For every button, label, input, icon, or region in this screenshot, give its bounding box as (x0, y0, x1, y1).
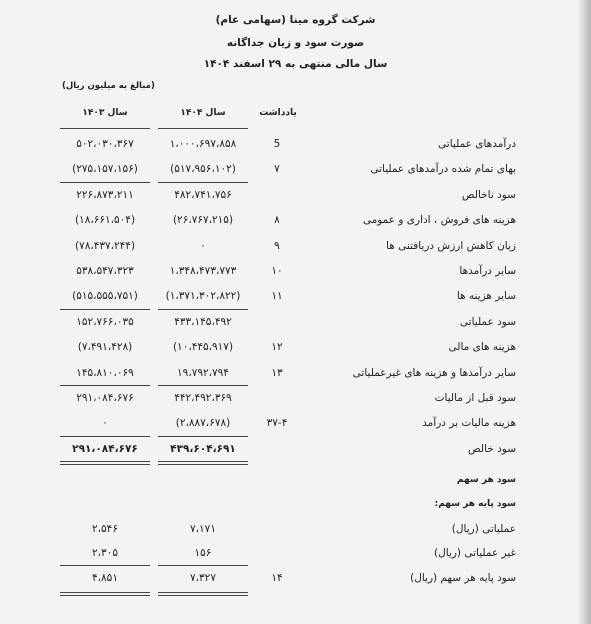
row-label: هزینه های مالی (448, 341, 516, 353)
prior-year-value: ۵۳۸،۵۴۷،۳۲۳ (76, 265, 134, 277)
row-note: ۱۲ (271, 341, 283, 353)
subtotal-rule-prior (60, 182, 150, 183)
subtotal-rule-prior (60, 309, 150, 310)
current-year-value: (۲،۸۸۷،۶۷۸) (175, 417, 231, 429)
current-year-value: ۱،۰۰۰،۶۹۷،۸۵۸ (169, 138, 237, 150)
row-label: سود ناخالص (461, 189, 516, 201)
eps-title: سود هر سهم (456, 475, 516, 485)
prior-year-value: ۰ (102, 417, 108, 429)
subtotal-rule-prior (60, 436, 150, 437)
subtotal-rule-current (158, 385, 248, 386)
statement-row (0, 413, 591, 437)
current-year-value: ۴۸۲،۷۴۱،۷۵۶ (174, 189, 232, 201)
eps-double-rule-current (158, 595, 248, 596)
current-year-value: ۱۵۶ (194, 547, 212, 559)
row-label: سود عملیاتی (459, 316, 516, 328)
eps-subtitle: سود پایه هر سهم: (434, 499, 516, 509)
row-label: سود پایه هر سهم (ریال) (410, 572, 516, 584)
current-year-value: ۱،۳۴۸،۴۷۳،۷۷۳ (169, 265, 237, 277)
row-note: ۱۱ (271, 290, 283, 302)
row-label: سود خالص (468, 443, 516, 455)
current-year-value: ۰ (200, 240, 206, 252)
row-label: سود قبل از مالیات (434, 392, 516, 404)
statement-row (0, 363, 591, 387)
current-year-value: ۴۴۲،۴۹۲،۳۶۹ (174, 392, 232, 404)
statement-title: صورت سود و زیان جداگانه (226, 37, 365, 49)
current-year-value: ۴۳۳،۱۴۵،۴۹۲ (174, 316, 232, 328)
current-year-value: ۱۹،۷۹۲،۷۹۴ (177, 367, 229, 379)
current-year-value: (۲۶،۷۶۷،۲۱۵) (172, 214, 234, 226)
prior-year-value: (۷،۴۹۱،۴۲۸) (77, 341, 133, 353)
header-underline-current (158, 128, 248, 129)
note-column-header: یادداشت (259, 108, 297, 118)
row-label: سایر هزینه ها (456, 290, 516, 302)
row-note: ۱۳ (271, 367, 283, 379)
eps-rule-prior (60, 565, 150, 566)
row-note: ۱۰ (271, 265, 283, 277)
statement-row (0, 210, 591, 234)
row-label: درآمدهای عملیاتی (438, 138, 516, 150)
prior-year-header: سال ۱۴۰۳ (82, 108, 128, 118)
company-name: شرکت گروه مینا (سهامی عام) (215, 14, 376, 26)
prior-year-value: ۲،۳۰۵ (92, 547, 118, 559)
row-note: ۳۷-۴ (266, 417, 288, 429)
eps-rule-current (158, 565, 248, 566)
statement-row (0, 236, 591, 260)
prior-year-value: (۵۱۵،۵۵۵،۷۵۱) (72, 290, 138, 302)
row-label: سایر درآمدها (459, 265, 516, 277)
row-note: ۹ (274, 240, 280, 252)
statement-row (0, 134, 591, 158)
unit-note: (مبالغ به میلیون ریال) (62, 81, 155, 91)
prior-year-value: ۱۴۵،۸۱۰،۰۶۹ (76, 367, 134, 379)
prior-year-value: (۷۸،۴۳۷،۲۴۴) (74, 240, 136, 252)
eps-double-rule-current (158, 592, 248, 593)
prior-year-value: ۲۹۱،۰۸۴،۶۷۶ (76, 392, 134, 404)
period-line: سال مالی منتهی به ۲۹ اسفند ۱۴۰۴ (203, 58, 388, 70)
row-label: عملیاتی (ریال) (451, 523, 516, 535)
current-year-value: (۱،۳۷۱،۳۰۲،۸۲۲) (165, 290, 241, 302)
prior-year-value: ۲،۵۴۶ (92, 523, 118, 535)
statement-row (0, 185, 591, 209)
statement-row (0, 159, 591, 183)
prior-year-value: (۲۷۵،۱۵۷،۱۵۶) (72, 163, 138, 175)
prior-year-value: ۲۲۶،۸۷۳،۲۱۱ (76, 189, 134, 201)
row-label: بهای تمام شده درآمدهای عملیاتی (370, 163, 516, 175)
prior-year-value: ۱۵۲،۷۶۶،۰۳۵ (76, 316, 134, 328)
statement-row (0, 312, 591, 336)
row-label: غیر عملیاتی (ریال) (434, 547, 516, 559)
row-note: 5 (273, 138, 281, 150)
statement-row (0, 388, 591, 412)
page-edge-shadow (577, 0, 591, 624)
prior-year-value: ۴،۸۵۱ (92, 572, 118, 584)
statement-row (0, 261, 591, 285)
total-double-rule-prior (60, 461, 150, 462)
current-year-header: سال ۱۴۰۴ (180, 108, 226, 118)
row-label: هزینه های فروش ، اداری و عمومی (362, 214, 516, 226)
eps-row (0, 543, 591, 567)
header-underline-prior (60, 128, 150, 129)
statement-row (0, 439, 591, 463)
subtotal-rule-current (158, 309, 248, 310)
current-year-value: ۷،۱۷۱ (190, 523, 216, 535)
subtotal-rule-current (158, 436, 248, 437)
eps-row (0, 568, 591, 592)
row-note: ۷ (274, 163, 280, 175)
total-double-rule-current (158, 461, 248, 462)
statement-row (0, 286, 591, 310)
eps-row (0, 519, 591, 543)
statement-row (0, 337, 591, 361)
prior-year-value: ۲۹۱،۰۸۴،۶۷۶ (72, 443, 138, 455)
row-label: هزینه مالیات بر درآمد (422, 417, 516, 429)
current-year-value: (۱۰،۴۴۵،۹۱۷) (172, 341, 234, 353)
eps-double-rule-prior (60, 592, 150, 593)
row-label: زیان کاهش ارزش دریافتنی ها (386, 240, 516, 252)
current-year-value: ۷،۳۲۷ (190, 572, 216, 584)
row-label: سایر درآمدها و هزینه های غیرعملیاتی (352, 367, 516, 379)
row-note: ۱۴ (271, 572, 283, 584)
prior-year-value: (۱۸،۶۶۱،۵۰۴) (74, 214, 136, 226)
subtotal-rule-current (158, 182, 248, 183)
total-double-rule-prior (60, 464, 150, 465)
current-year-value: ۴۳۹،۶۰۴،۶۹۱ (170, 443, 236, 455)
row-note: ۸ (274, 214, 280, 226)
eps-double-rule-prior (60, 595, 150, 596)
current-year-value: (۵۱۷،۹۵۶،۱۰۲) (170, 163, 236, 175)
prior-year-value: ۵۰۲،۰۳۰،۳۶۷ (76, 138, 134, 150)
subtotal-rule-prior (60, 385, 150, 386)
total-double-rule-current (158, 464, 248, 465)
